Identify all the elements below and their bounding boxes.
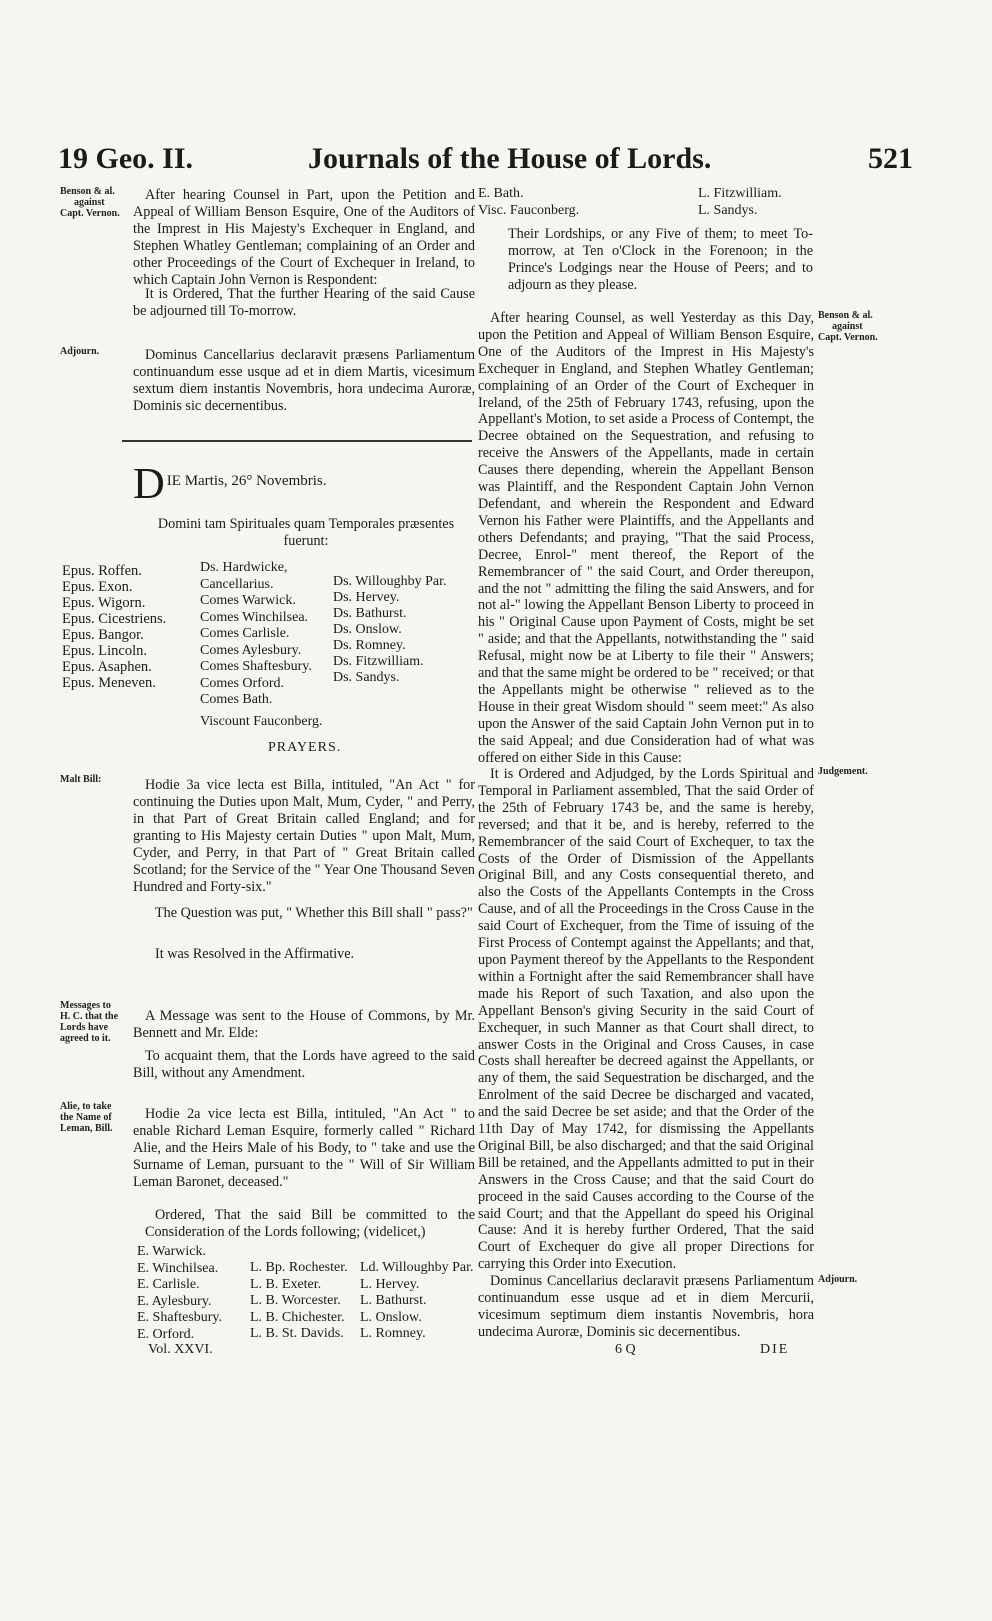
lords-temporal-list xyxy=(200,560,330,730)
committee-top-right xyxy=(698,186,858,219)
list-item: Epus. Meneven. xyxy=(62,675,156,691)
list-item: Ld. Willoughby Par. xyxy=(360,1260,474,1275)
list-item: E. Bath. xyxy=(478,186,524,201)
benson-judgement-hearing: After hearing Counsel, as well Yesterday as this Day, upon the Petition and Appeal of William Benson Esquire, One of the Auditors of the Imprest in His Majesty's Exchequer in England, and Stephen Whatley Gentleman; complaining of an Order of the Court of Exchequer in Ireland, of the 25th of February 1743, refusing, upon the Appellant's Motion, to set aside a Process of Contempt, the Decree obtained on the Sequestration, and refusing to receive the Answers of the Appellants, made in certain Causes there depending, wherein the Appellant Benson was Plaintiff, and the Respondent Captain John Vernon Defendant, and wherein the Respondent and Edward Vernon his Father were Plaintiffs, and the Appellants and others Defendants; and praying, "That the said Process, Decree, Enrol-" ment thereof, the Report of the Remembrancer of " the said Court, and Order thereupon, and the not " admitting the filing the said Answers, and for not al-" lowing the Appellant Benson Liberty to proceed in his " Original Cause upon Payment of Costs, might be set " aside; and that the Appellants, notwithstanding the " said Refusal, might now be at Liberty to file their " Answers; and that the same might be ordered to be " received; or that the Appellants might be otherwise " relieved as to the House in their great Wisdom should " seem meet:" As also upon the Answer of the said Captain John Vernon put in to the said Appeal; and due Consideration had of what was offered on either Side in this Cause: xyxy=(478,310,814,766)
committee-lords xyxy=(360,1260,480,1343)
section-divider xyxy=(122,440,472,442)
list-item: L. Bathurst. xyxy=(360,1293,427,1308)
list-item: Epus. Exon. xyxy=(62,579,133,595)
benson-order-paragraph: It is Ordered, That the further Hearing of the said Cause be adjourned till To-morrow. xyxy=(133,286,475,319)
margin-note-benson-right: Benson & al. against Capt. Vernon. xyxy=(818,310,878,343)
message-paragraph: A Message was sent to the House of Commons, by Mr. Bennett and Mr. Elde: xyxy=(133,1008,475,1041)
day-heading xyxy=(133,459,475,508)
list-item: Ds. Willoughby Par. xyxy=(333,574,447,589)
journal-title: Journals of the House of Lords. xyxy=(308,142,712,175)
list-item: Ds. Sandys. xyxy=(333,670,400,685)
commit-order-paragraph: Ordered, That the said Bill be committed to the Consideration of the Lords following; (videlicet,) xyxy=(145,1207,475,1240)
signature-mark: 6 Q xyxy=(615,1342,636,1357)
bishops-list xyxy=(62,563,192,691)
list-item: E. Orford. xyxy=(137,1326,195,1342)
question-paragraph: The Question was put, " Whether this Bill shall " pass?" xyxy=(155,905,473,921)
margin-note-messages: Messages to H. C. that the Lords have agreed to it. xyxy=(60,1000,119,1044)
list-item: Epus. Asaphen. xyxy=(62,659,152,675)
margin-note-alie: Alie, to take the Name of Leman, Bill. xyxy=(60,1101,113,1134)
list-item: Visc. Fauconberg. xyxy=(478,202,580,218)
list-item: Epus. Roffen. xyxy=(62,563,142,579)
adjourn-paragraph: Dominus Cancellarius declaravit præsens Parliamentum continuandum esse usque ad et in diem Martis, vicesimum sextum diem instantis Novembris, hora undecima Auroræ, Dominis sic decernentibus. xyxy=(133,347,475,414)
acquaint-paragraph: To acquaint them, that the Lords have agreed to the said Bill, without any Amendment. xyxy=(133,1048,475,1081)
list-item: E. Carlisle. xyxy=(137,1277,200,1292)
list-item: L. B. St. Davids. xyxy=(250,1326,344,1341)
list-item: Epus. Lincoln. xyxy=(62,643,147,659)
margin-note-benson: Benson & al. against Capt. Vernon. xyxy=(60,186,120,219)
list-item: Ds. Hardwicke, Cancellarius. xyxy=(200,560,288,592)
list-item: Comes Carlisle. xyxy=(200,626,290,641)
list-item: Comes Warwick. xyxy=(200,593,296,608)
catchword: DIE xyxy=(760,1342,790,1357)
list-item: E. Winchilsea. xyxy=(137,1260,219,1276)
benson-hearing-paragraph: After hearing Counsel in Part, upon the Petition and Appeal of William Benson Esquire, One of the Auditors of the Imprest in His Majesty's Exchequer in England, and Stephen Whatley Gentleman; complaining of an Order and other Proceedings of the Court of Exchequer in Ireland, to which Captain John Vernon is Respondent: xyxy=(133,187,475,288)
list-item: Viscount Fauconberg. xyxy=(200,713,323,729)
page-header xyxy=(0,140,992,192)
page-number: 521 xyxy=(868,142,913,175)
adjourn-paragraph-right: Dominus Cancellarius declaravit præsens Parliamentum continuandum esse usque ad et in diem Mercurii, vicesimum septimum diem instantis Novembris, hora undecima Auroræ, Dominis sic decernentibus. xyxy=(478,1273,814,1340)
list-item: Comes Orford. xyxy=(200,675,284,691)
list-item: L. Onslow. xyxy=(360,1309,422,1325)
day-dropcap: D xyxy=(133,459,165,508)
list-item: L. Bp. Rochester. xyxy=(250,1260,348,1275)
list-item: Epus. Cicestriens. xyxy=(62,611,167,627)
list-item: Ds. Bathurst. xyxy=(333,606,407,621)
margin-note-malt: Malt Bill: xyxy=(60,774,102,785)
lordships-paragraph: Their Lordships, or any Five of them; to meet To-morrow, at Ten o'Clock in the Forenoon; in the Prince's Lodgings near the House of Peers; and to adjourn as they please. xyxy=(508,226,813,293)
margin-note-judgement: Judgement. xyxy=(818,766,868,777)
volume-number: Vol. XXVI. xyxy=(148,1342,213,1357)
list-item: Comes Winchilsea. xyxy=(200,609,309,625)
list-item: Comes Shaftesbury. xyxy=(200,659,312,674)
list-item: L. B. Exeter. xyxy=(250,1276,322,1292)
judgement-paragraph: It is Ordered and Adjudged, by the Lords Spiritual and Temporal in Parliament assembled, That the said Order of the 25th of February 1743 be, and the same is hereby, reversed; and that it be, and is hereby, referred to the Remembrancer of the said Court of Exchequer, to tax the Costs of the Order of Dismission of the Appellants Original Bill, and any Costs consequential thereto, and also the Costs of the Appellants Contempts in the Cross Cause, and of all the Proceedings in the Cross Cause in the said Court of Exchequer, from the Time of issuing of the First Process of Contempt against the Appellants; and that, upon Payment thereof by the Appellants to the Respondent within a Fortnight after the said Remembrancer shall have made his Report of such Taxation, and also upon the Appellant Benson's giving Security in the said Court of Exchequer, in such Manner as that Court shall direct, to answer Costs in the Original and Cross Causes, in case Costs shall hereafter be decreed against the Appellants, or any of them, the said Sequestration be discharged, and the Enrolment of the said Decree be discharged and vacated, and the said Decree be set aside; and that the Order of the 11th Day of May 1742, for dismissing the Appellants Original Bill, be also discharged; and that the said Original Bill be retained, and the Appellants admitted to put in their Answers in the Cross Cause; and that the said Court do proceed in the said Causes according to the Course of the said Court; and that the Appellant do speed his Original Cause: And it is hereby further Ordered, That the said Court of Exchequer do give all proper Directions for carrying this Order into Execution. xyxy=(478,766,814,1273)
regnal-year: 19 Geo. II. xyxy=(58,142,193,175)
list-item: L. Fitzwilliam. xyxy=(698,186,782,201)
committee-bishops xyxy=(250,1260,370,1343)
prayers-heading: PRAYERS. xyxy=(268,740,342,755)
list-item: L. Sandys. xyxy=(698,202,758,218)
list-item: L. B. Chichester. xyxy=(250,1309,345,1325)
list-item: Comes Aylesbury. xyxy=(200,642,302,658)
list-item: Ds. Hervey. xyxy=(333,590,400,605)
committee-earls xyxy=(137,1244,257,1343)
list-item: E. Shaftesbury. xyxy=(137,1310,223,1325)
list-item: Comes Bath. xyxy=(200,692,273,707)
committee-top-left xyxy=(478,186,638,219)
resolved-paragraph: It was Resolved in the Affirmative. xyxy=(155,946,355,962)
list-item: E. Aylesbury. xyxy=(137,1293,212,1309)
list-item: Ds. Fitzwilliam. xyxy=(333,654,424,669)
list-item: E. Warwick. xyxy=(137,1244,206,1259)
list-item: Ds. Romney. xyxy=(333,638,406,653)
list-item: Epus. Bangor. xyxy=(62,627,144,643)
malt-bill-paragraph: Hodie 3a vice lecta est Billa, intituled, "An Act " for continuing the Duties upon Malt, Mum, Cyder, " and Perry, in that Part of Great Britain called England; and for granting to His Majesty certain Duties " upon Malt, Mum, Cyder, and Perry, in that Part of " Great Britain called Scotland; for the Service of the " Year One Thousand Seven Hundred and Forty-six." xyxy=(133,777,475,895)
list-item: L. Hervey. xyxy=(360,1276,420,1292)
day-heading-text: IE Martis, 26° Novembris. xyxy=(166,473,327,489)
margin-note-adjourn-right: Adjourn. xyxy=(818,1274,858,1285)
lords-barons-list xyxy=(333,574,473,686)
list-item: L. B. Worcester. xyxy=(250,1293,341,1308)
list-item: Ds. Onslow. xyxy=(333,622,402,637)
domini-present: Domini tam Spirituales quam Temporales præsentes fuerunt: xyxy=(157,516,455,549)
alie-bill-paragraph: Hodie 2a vice lecta est Billa, intituled, "An Act " to enable Richard Leman Esquire, formerly called " Richard Alie, and the Heirs Male of his Body, to " take and use the Surname of Leman, pursuant to the " Will of Sir William Leman Baronet, deceased." xyxy=(133,1106,475,1190)
margin-note-adjourn: Adjourn. xyxy=(60,346,100,357)
list-item: Epus. Wigorn. xyxy=(62,595,146,611)
list-item: L. Romney. xyxy=(360,1326,426,1341)
